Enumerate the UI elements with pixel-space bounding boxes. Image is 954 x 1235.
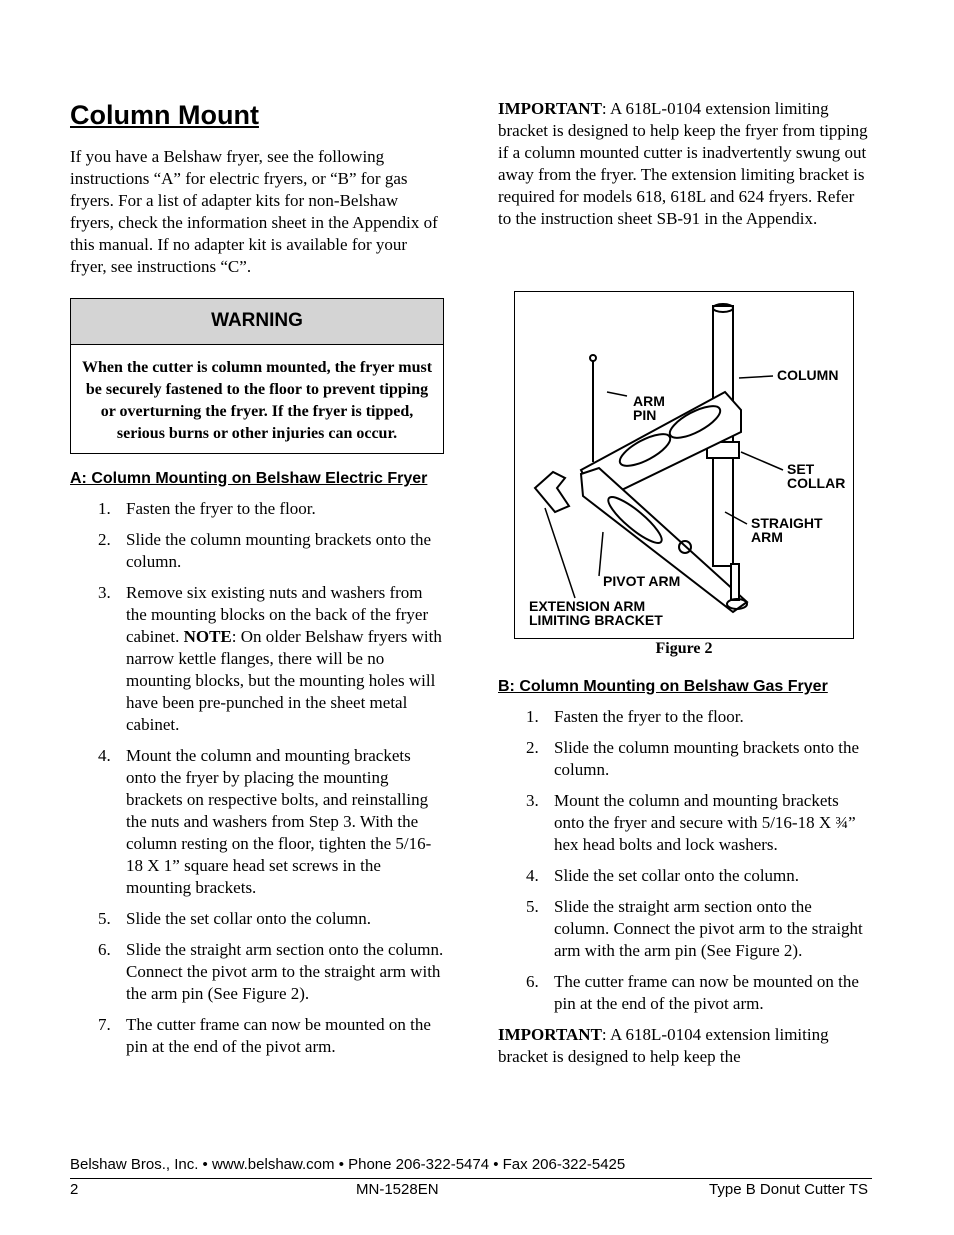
steps-b-list bbox=[498, 706, 870, 1015]
footer-divider bbox=[70, 1178, 872, 1179]
figure-caption: Figure 2 bbox=[655, 640, 713, 657]
list-item: 2. Slide the column mounting brackets onto the column. bbox=[98, 530, 432, 571]
leader-line bbox=[739, 376, 773, 378]
label-set-collar-2: COLLAR bbox=[787, 475, 846, 491]
list-item: 3. Mount the column and mounting brackets onto the fryer and secure with 5/16-18 X ¾” hex head bolts and lock washers. bbox=[526, 791, 856, 854]
warning-title: WARNING bbox=[71, 299, 443, 345]
intro-paragraph: If you have a Belshaw fryer, see the following instructions “A” for electric fryers, or “B” for gas fryers. For a list of adapter kits for non-Belshaw fryers, check the information sheet in the Appendix of this manual. If no adapter kit is available for your fryer, see instructions “C”. bbox=[70, 147, 438, 276]
list-item: 1. Fasten the fryer to the floor. bbox=[98, 499, 316, 518]
list-item: 5. Slide the set collar onto the column. bbox=[98, 909, 372, 928]
list-item: 4. Mount the column and mounting brackets onto the fryer by placing the mounting brackets on respective bolts, and reinstalling the nuts and washers from Step 3. With the column resting on the floor, tighten the 5/16-18 X 1” square head set screws in the mounting brackets. bbox=[98, 746, 432, 897]
doc-title: Type B Donut Cutter TS bbox=[709, 1181, 868, 1198]
warning-text: When the cutter is column mounted, the fryer must be securely fastened to the floor to prevent tipping or overturning the fryer. If the fryer is tipped, serious burns or other injuries can occur. bbox=[81, 359, 433, 442]
label-set-collar-1: SET bbox=[787, 461, 815, 477]
leader-line bbox=[741, 452, 783, 470]
leader-line bbox=[545, 508, 575, 598]
list-item: 2. Slide the column mounting brackets onto the column. bbox=[526, 738, 860, 779]
figure-2-diagram bbox=[514, 291, 854, 639]
list-item: 6. The cutter frame can now be mounted on the pin at the end of the pivot arm. bbox=[526, 972, 859, 1013]
list-item: 7. The cutter frame can now be mounted on the pin at the end of the pivot arm. bbox=[98, 1015, 431, 1056]
arm-pin-head bbox=[590, 355, 596, 361]
list-item: 4. Slide the set collar onto the column. bbox=[526, 866, 800, 885]
note-label: NOTE bbox=[183, 627, 232, 646]
section-a-title: A: Column Mounting on Belshaw Electric Fryer bbox=[70, 470, 428, 487]
doc-code: MN-1528EN bbox=[356, 1181, 439, 1198]
label-column: COLUMN bbox=[777, 367, 839, 383]
important-label-2: IMPORTANT bbox=[498, 1025, 602, 1044]
label-straight-arm-1: STRAIGHT bbox=[751, 515, 823, 531]
left-column bbox=[70, 98, 444, 1067]
warning-box bbox=[70, 298, 444, 454]
column-mount-drawing bbox=[515, 292, 853, 638]
page-title: Column Mount bbox=[70, 100, 259, 130]
leader-line bbox=[599, 532, 603, 576]
list-item: 5. Slide the straight arm section onto the column. Connect the pivot arm to the straight arm with the arm pin (See Figure 2). bbox=[526, 897, 863, 960]
important-paragraph-2: IMPORTANT: A 618L-0104 extension limiting bracket is designed to help keep the bbox=[498, 1025, 829, 1066]
leader-line bbox=[607, 392, 627, 396]
label-arm-pin-2: PIN bbox=[633, 407, 657, 423]
list-item: 6. Slide the straight arm section onto the column. Connect the pivot arm to the straight arm with the arm pin (See Figure 2). bbox=[98, 940, 444, 1003]
section-b-title: B: Column Mounting on Belshaw Gas Fryer bbox=[498, 678, 828, 695]
steps-a-list bbox=[70, 498, 444, 1058]
page-number: 2 bbox=[70, 1181, 79, 1198]
right-column-top bbox=[498, 98, 870, 230]
list-item: 1. Fasten the fryer to the floor. bbox=[526, 707, 744, 726]
label-extension-1: EXTENSION ARM bbox=[529, 598, 646, 614]
footer-contact: Belshaw Bros., Inc. • www.belshaw.com • Phone 206-322-5474 • Fax 206-322-5425 bbox=[70, 1156, 626, 1173]
list-item: 3. Remove six existing nuts and washers from the mounting blocks on the back of the fryer cabinet. NOTE: On older Belshaw fryers with narrow kettle flanges, there will be no mounting blocks, but the mounting holes will have been pre-punched in the sheet metal cabinet. bbox=[98, 583, 442, 734]
label-pivot-arm: PIVOT ARM bbox=[603, 573, 681, 589]
label-extension-2: LIMITING BRACKET bbox=[529, 612, 663, 628]
right-column-bottom bbox=[498, 676, 870, 1068]
important-label: IMPORTANT bbox=[498, 99, 602, 118]
cutter-pin bbox=[731, 564, 739, 600]
note-text: : On older Belshaw fryers with narrow kettle flanges, there will be no mounting blocks, but the mounting holes will have been pre-punched in the sheet metal cabinet. bbox=[126, 627, 442, 734]
important-paragraph: IMPORTANT: A 618L-0104 extension limiting bracket is designed to help keep the fryer from tipping if a column mounted cutter is inadvertently swung out away from the fryer. The extension limiting bracket is required for models 618, 618L and 624 fryers. Refer to the instruction sheet SB-91 in the Appendix. bbox=[498, 99, 868, 228]
extension-bracket-shape bbox=[535, 472, 569, 512]
label-arm-pin-1: ARM bbox=[633, 393, 665, 409]
label-straight-arm-2: ARM bbox=[751, 529, 783, 545]
